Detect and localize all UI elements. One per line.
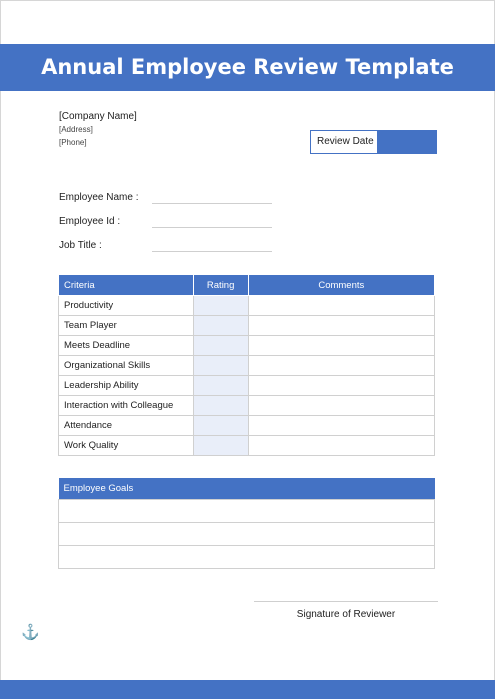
criteria-cell: Organizational Skills: [59, 356, 194, 376]
table-row: [59, 523, 435, 546]
comments-cell[interactable]: [248, 416, 434, 436]
table-header-row: [59, 275, 435, 296]
comments-cell[interactable]: [248, 396, 434, 416]
employee-id-field[interactable]: [152, 227, 272, 228]
table-row: [59, 296, 435, 316]
job-title-field[interactable]: [152, 251, 272, 252]
rating-cell[interactable]: [193, 396, 248, 416]
table-row: [59, 356, 435, 376]
rating-cell[interactable]: [193, 436, 248, 456]
criteria-cell: Leadership Ability: [59, 376, 194, 396]
table-row: [59, 500, 435, 523]
table-row: [59, 546, 435, 569]
comments-cell[interactable]: [248, 376, 434, 396]
review-date-label: Review Date: [311, 131, 377, 153]
rating-header: Rating: [193, 275, 248, 296]
rating-cell[interactable]: [193, 376, 248, 396]
rating-cell[interactable]: [193, 416, 248, 436]
comments-cell[interactable]: [248, 296, 434, 316]
rating-cell[interactable]: [193, 316, 248, 336]
company-address: [Address]: [59, 125, 93, 134]
comments-cell[interactable]: [248, 336, 434, 356]
goals-table: [58, 478, 435, 569]
rating-cell[interactable]: [193, 356, 248, 376]
table-row: [59, 316, 435, 336]
criteria-cell: Interaction with Colleague: [59, 396, 194, 416]
table-row: [59, 396, 435, 416]
criteria-cell: Productivity: [59, 296, 194, 316]
rating-cell[interactable]: [193, 296, 248, 316]
review-date-box: [310, 130, 437, 154]
criteria-cell: Work Quality: [59, 436, 194, 456]
table-row: [59, 436, 435, 456]
company-phone: [Phone]: [59, 138, 87, 147]
comments-cell[interactable]: [248, 356, 434, 376]
comments-cell[interactable]: [248, 436, 434, 456]
review-date-value[interactable]: [377, 131, 436, 153]
employee-name-field[interactable]: [152, 203, 272, 204]
table-row: [59, 336, 435, 356]
comments-header: Comments: [248, 275, 434, 296]
goal-cell[interactable]: [59, 546, 435, 569]
signature-line[interactable]: [254, 601, 438, 602]
criteria-cell: Team Player: [59, 316, 194, 336]
anchor-icon[interactable]: ⚓: [21, 624, 40, 641]
rating-cell[interactable]: [193, 336, 248, 356]
company-block: [59, 110, 137, 149]
company-name: [Company Name]: [59, 111, 137, 122]
criteria-header: Criteria: [59, 275, 194, 296]
goals-header: Employee Goals: [59, 478, 435, 500]
goals-header-row: [59, 478, 435, 500]
criteria-cell: Attendance: [59, 416, 194, 436]
criteria-table: [58, 274, 435, 456]
criteria-cell: Meets Deadline: [59, 336, 194, 356]
employee-id-label: Employee Id :: [59, 216, 121, 227]
goal-cell[interactable]: [59, 523, 435, 546]
comments-cell[interactable]: [248, 316, 434, 336]
signature-label: Signature of Reviewer: [296, 609, 396, 620]
goal-cell[interactable]: [59, 500, 435, 523]
footer-band: [0, 680, 495, 699]
page-title: Annual Employee Review Template: [0, 44, 495, 91]
table-row: [59, 416, 435, 436]
employee-name-label: Employee Name :: [59, 192, 139, 203]
table-row: [59, 376, 435, 396]
job-title-label: Job Title :: [59, 240, 102, 251]
